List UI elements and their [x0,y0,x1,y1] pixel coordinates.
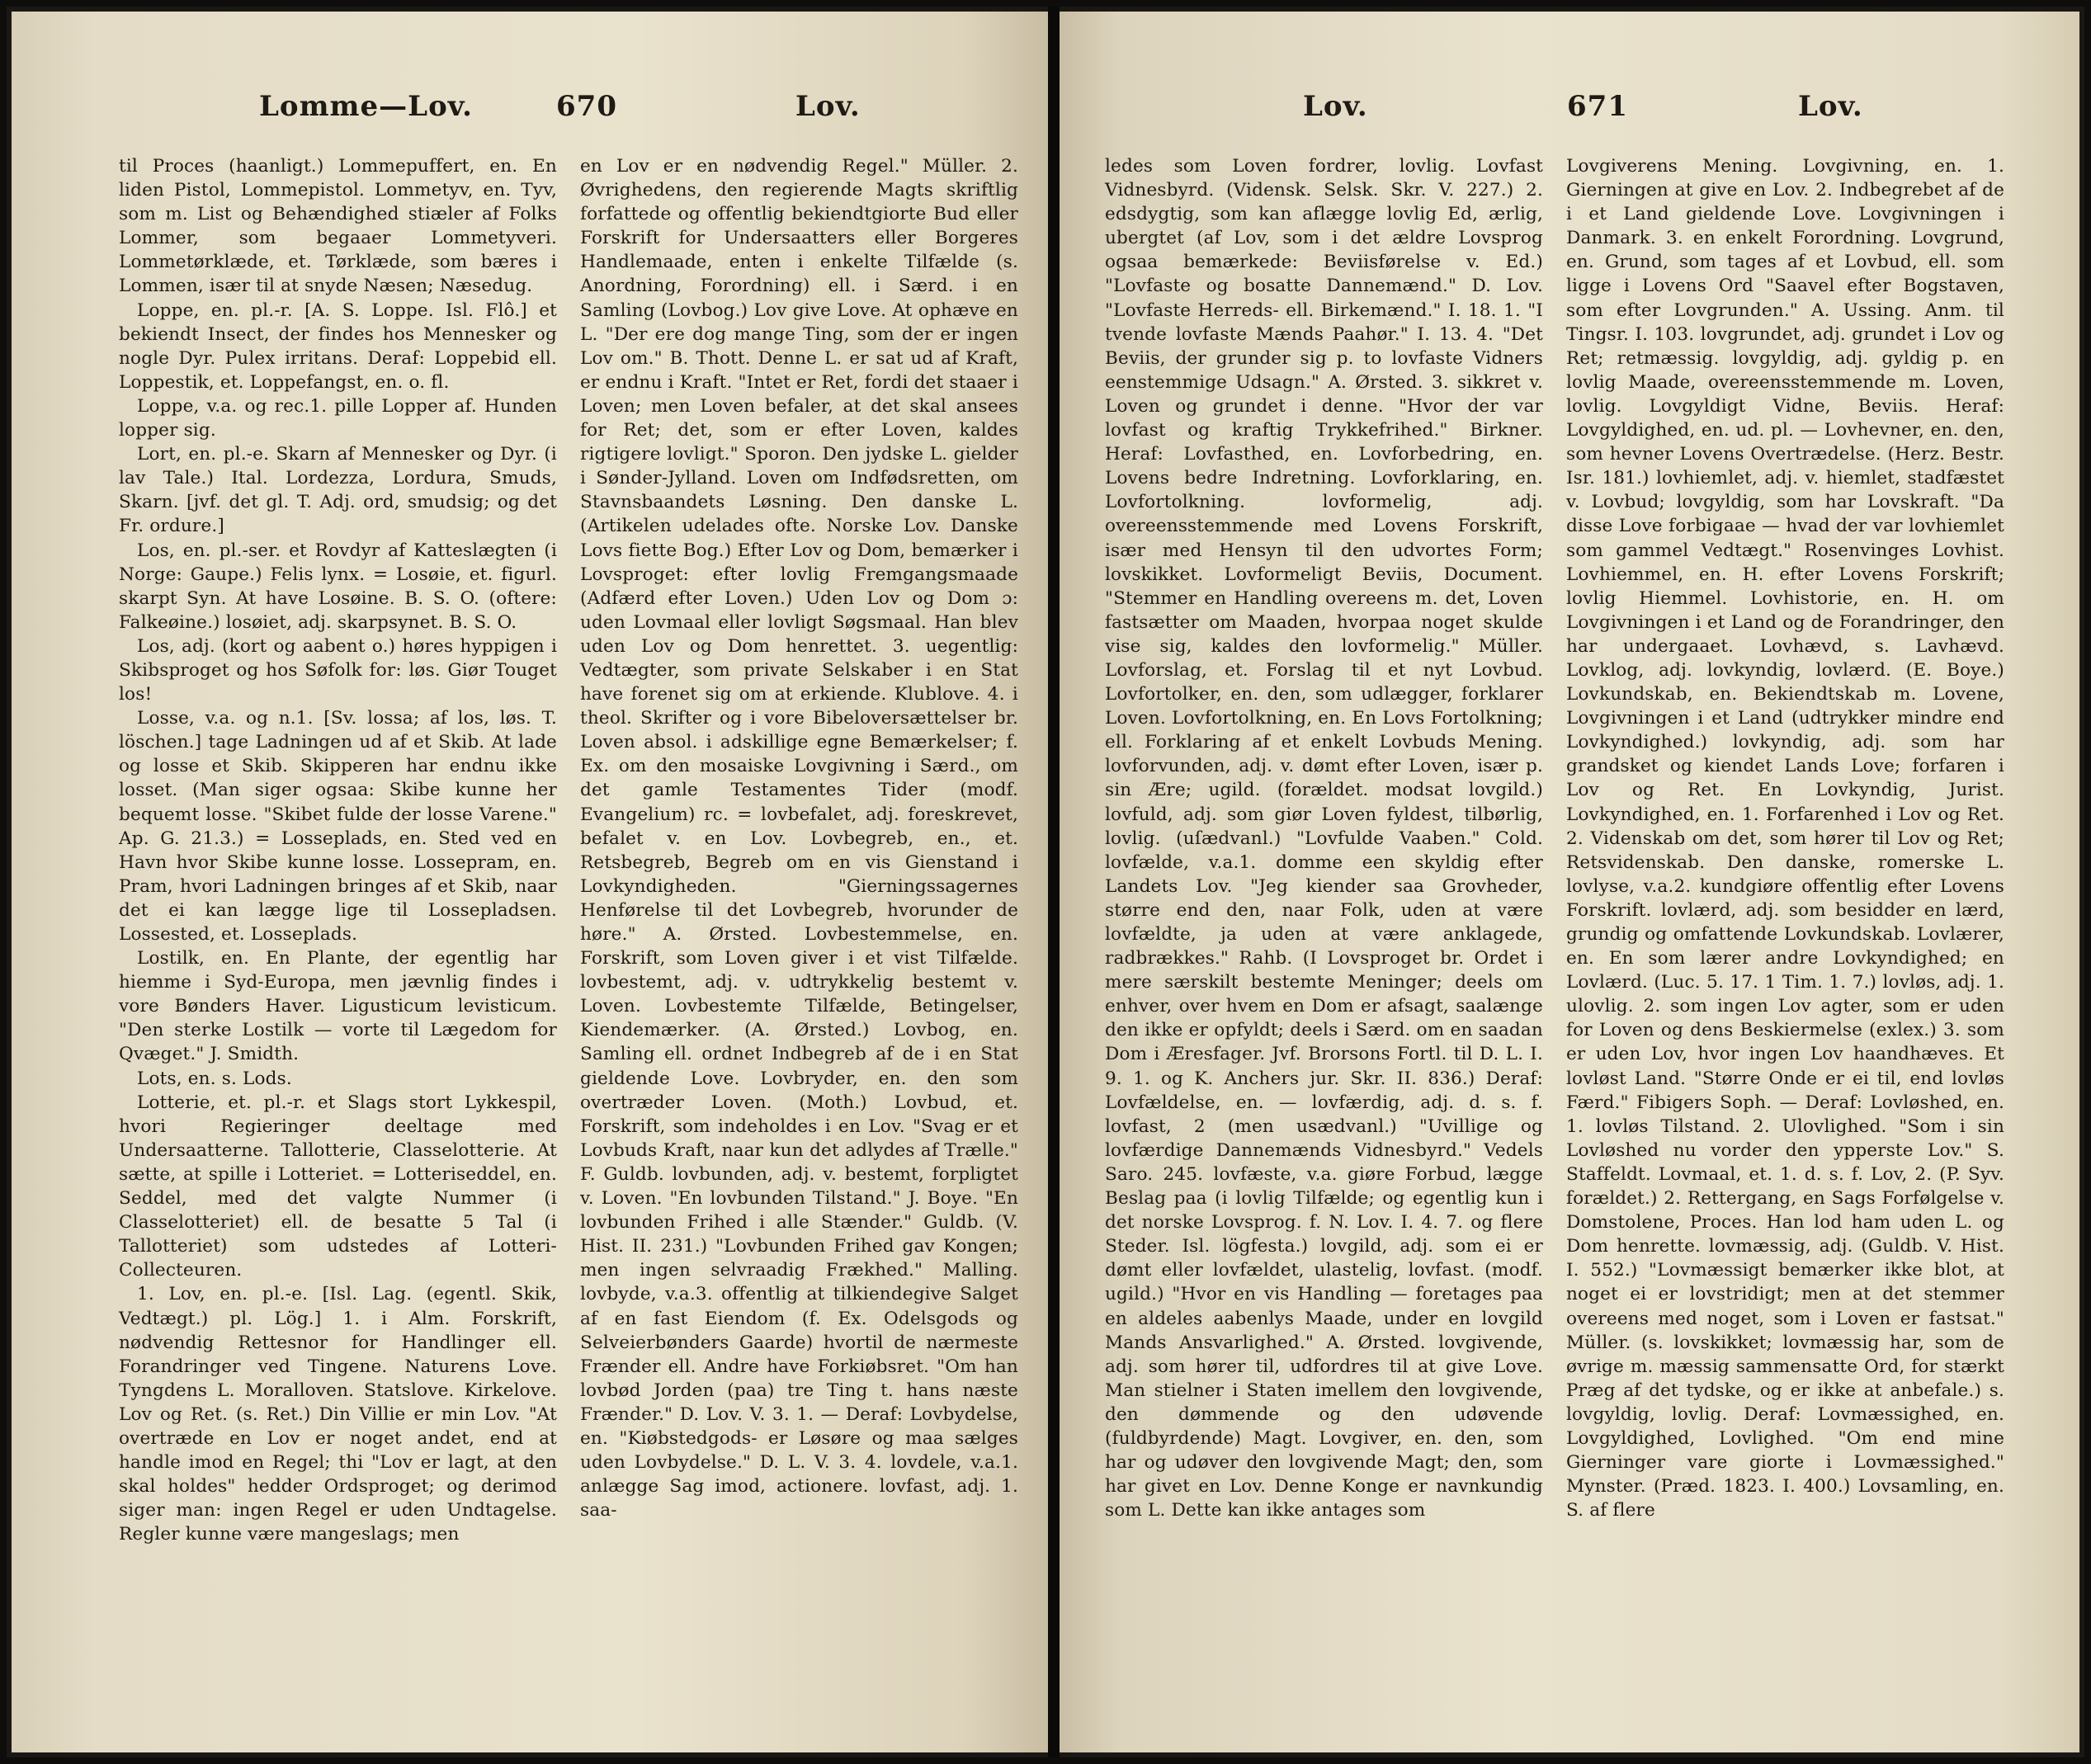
entry-lov-continued: en Lov er en nødvendig Regel." Müller. 2. Øvrighedens, den regierende Magts skriftlig forfattede og offentlig bekiendtgiorte Bud eller Forskrift for Undersaatters eller Borgeres Handlemaade, enten i enkelte Tilfælde (s. Anordning, Forordning) ell. i Særd. i en Samling (Lovbog.) Lov give Love. At ophæve en L. "Der ere dog mange Ting, som der er ingen Lov om." B. Thott. Denne L. er sat ud af Kraft, er endnu i Kraft. "Intet er Ret, fordi det staaer i Loven; men Loven befaler, at det skal ansees for Ret; det, som er efter Loven, kaldes rigtigere lovligt." Sporon. Den jydske L. gielder i Sønder-Jylland. Loven om Indfødsretten, om Stavnsbaandets Løsning. Den danske L. (Artikelen udelades ofte. Norske Lov. Danske Lovs fiette Bog.) Efter Lov og Dom, bemærker i Lovsproget: efter lovlig Fremgangsmaade (Adfærd efter Loven.) Uden Lov og Dom ɔ: uden Lovmaal eller lovligt Søgsmaal. Han blev uden Lov og Dom henrettet. 3. uegentlig: Vedtægter, som private Selskaber i en Stat have forenet sig om at erkiende. Klublove. 4. i theol. Skrifter og i vore Bibeloversættelser br. Loven absol. i adskillige egne Bemærkelser; f. Ex. om den mosaiske Lovgivning i Særd., om det gamle Testamentes Tider (modf. Evangelium) rc. = lovbefalet, adj. foreskrevet, befalet v. en Lov. Lovbegreb, en., et. Retsbegreb, Begreb om en vis Gienstand i Lovkyndigheden. "Gierningssagernes Henførelse til det Lovbegreb, hvorunder de høre." A. Ørsted. Lovbestemmelse, en. Forskrift, som Loven giver i et vist Tilfælde. lovbestemt, adj. v. udtrykkelig bestemt v. Loven. Lovbestemte Tilfælde, Betingelser, Kiendemærker. (A. Ørsted.) Lovbog, en. Samling ell. ordnet Indbegreb af de i en Stat gieldende Love. Lovbryder, en. den som overtræder Loven. (Moth.) Lovbud, et. Forskrift, som indeholdes i en Lov. "Svag er et Lovbuds Kraft, naar kun det adlydes af Trælle." F. Guldb. lovbunden, adj. v. bestemt, forpligtet v. Loven. "En lovbunden Tilstand." J. Boye. "En lovbunden Frihed i alle Stænder." Guldb. (V. Hist. II. 231.) "Lovbunden Frihed gav Kongen; men ingen selvraadig Frækhed." Malling. lovbyde, v.a.3. offentlig at tilkiendegive Salget af en fast Eiendom (f. Ex. Odelsgods og Selveierbønders Gaarde) hvortil de nærmeste Frænder ell. Andre have Forkiøbsret. "Om han lovbød Jorden (paa) tre Ting t. hans næste Frænder." D. Lov. V. 3. 1. — Deraf: Lovbydelse, en. "Kiøbstedgods- er Løsøre og maa sælges uden Lovbydelse." D. L. V. 3. 4. lovdele, v.a.1. anlægge Sag imod, actionere. lovfast, adj. 1. saa- [580,156,1018,1521]
entry-lov: 1. Lov, en. pl.-e. [Isl. Lag. (egentl. Skik, Vedtægt.) pl. Lög.] 1. i Alm. Forskrift, nødvendig Rettesnor for Handlinger ell. Forandringer ved Tingene. Naturens Love. Tyngdens L. Moralloven. Statslove. Kirkelove. Lov og Ret. (s. Ret.) Din Villie er min Lov. "At overtræde en Lov er noget andet, end at handle imod en Regel; thi "Lov er lagt, at den skal holdes" hedder Ordsproget; og derimod siger man: ingen Regel er uden Undtagelse. Regler kunne være mangeslags; men [119,1284,557,1545]
right-column-1 [1105,154,1543,1522]
entry-loppe-verb: Loppe, v.a. og rec.1. pille Lopper af. Hunden lopper sig. [119,395,557,441]
entry-los-adj: Los, adj. (kort og aabent o.) høres hyppigen i Skibsproget og hos Søfolk for: løs. Giør Touget los! [119,635,557,705]
left-guide-word-end: Lov. [795,90,861,123]
entry-lovfast-continued: ledes som Loven fordrer, lovlig. Lovfast Vidnesbyrd. (Vidensk. Selsk. Skr. V. 227.) 2. edsdygtig, som kan aflægge lovlig Ed, ærlig, ubergtet (af Lov, som i det ældre Lovsprog ogsaa bemærkede: Beviisførelse v. Ed.) "Lovfaste og bosatte Dannemænd." D. Lov. "Lovfaste Herreds- ell. Birkemænd." I. 18. 1. "I tvende lovfaste Mænds Paahør." I. 13. 4. "Det Beviis, der grunder sig p. to lovfaste Vidners eenstemmige Udsagn." A. Ørsted. 3. sikkret v. Loven og grundet i denne. "Hvor der var lovfast og kraftig Trykkefrihed." Birkner. Heraf: Lovfasthed, en. Lovforbedring, en. Lovens bedre Indretning. Lovforklaring, en. Lovfortolkning. lovformelig, adj. overeensstemmende med Lovens Forskrift, især med Hensyn til den udvortes Form; lovskikket. Lovformeligt Beviis, Document. "Stemmer en Handling overeens m. det, Loven fastsætter om Maaden, hvorpaa noget skulde vise sig, kaldes den lovformelig." Müller. Lovforslag, et. Forslag til et nyt Lovbud. Lovfortolker, en. den, som udlægger, forklarer Loven. Lovfortolkning, en. En Lovs Fortolkning; ell. Forklaring af et enkelt Lovbuds Mening. lovforvunden, adj. v. dømt efter Loven, især p. sin Ære; ugild. (forældet. modsat lovgild.) lovfuld, adj. som giør Loven fyldest, tilbørlig, lovlig. (uſædvanl.) "Lovfulde Vaaben." Cold. lovfælde, v.a.1. domme een skyldig efter Landets Lov. "Jeg kiender saa Grovheder, større end den, naar Folk, uden at være lovfældte, ja uden at være anklagede, radbrækkes." Rahb. (I Lovsproget br. Ordet i mere særskilt bestemte Meninger; deels om enhver, over hvem en Dom er afsagt, saalænge den ikke er opfyldt; deels i Særd. om en saadan Dom i Æresfager. Jvf. Brorsons Fortl. til D. L. I. 9. 1. og K. Anchers jur. Skr. II. 836.) Deraf: Lovfældelse, en. — lovfærdig, adj. d. s. f. lovfast, 2 (men usædvanl.) "Uvillige og lovfærdige Dannemænds Vidnesbyrd." Vedels Saro. 245. lovfæste, v.a. giøre Forbud, lægge Beslag paa (i lovlig Tilfælde; og egentlig kun i det norske Lovsprog. f. N. Lov. I. 4. 7. og flere Steder. Isl. lögfesta.) lovgild, adj. som ei er dømt eller lovfældet, ulastelig, lovfast. (modf. ugild.) "Hvor en vis Handling — foretages paa en aldeles aabenlys Maade, under en lovgild Mands Ansvarlighed." A. Ørsted. lovgivende, adj. som hører til, udfordres til at give Love. Man stielner i Staten imellem den lovgivende, den dømmende og den udøvende (fuldbyrdende) Magt. Lovgiver, en. den, som har og udøver den lovgivende Magt; den, som har givet en Lov. Denne Konge er navnkundig som L. Dette kan ikke antages som [1105,156,1543,1521]
right-guide-word: Lov. [1303,90,1368,123]
entry-lostilk: Lostilk, en. En Plante, der egentlig har hiemme i Syd-Europa, men jævnlig findes i vore Bønders Haver. Ligusticum levisticum. "Den sterke Lostilk — vorte til Lægedom for Qvæget." J. Smidth. [119,948,557,1065]
left-page-header [119,90,1018,139]
entry-lort: Lort, en. pl.-e. Skarn af Mennesker og Dyr. (i lav Tale.) Ital. Lordezza, Lordura, Smuds, Skarn. [jvf. det gl. T. Adj. ord, smudsig; og det Fr. ordure.] [119,444,557,537]
right-column-2 [1566,154,2004,1522]
entry-losse: Losse, v.a. og n.1. [Sv. lossa; af los, løs. T. löschen.] tage Ladningen ud af et Skib. At lade og losse et Skib. Skipperen har endnu ikke losset. (Man siger ogsaa: Skibe kunne her bequemt losse. "Skibet fulde der losse Varene." Ap. G. 21.3.) = Losseplads, en. Sted ved en Havn hvor Skibe kunne losse. Lossepram, en. Pram, hvori Ladningen bringes af et Skib, naar det ei kan lægge lige til Lossepladsen. Lossested, et. Losseplads. [119,708,557,945]
book-gutter [1048,7,1060,1757]
entry-lots: Lots, en. s. Lods. [137,1068,292,1089]
book-spread [7,7,2084,1757]
entry-loppe-noun: Loppe, en. pl.-r. [A. S. Loppe. Isl. Flô.] et bekiendt Insect, der findes hos Mennesker og nogle Dyr. Pulex irritans. Deraf: Loppebid ell. Loppestik, et. Loppefangst, en. o. fl. [119,300,557,393]
left-page-columns [119,154,1018,1546]
right-guide-word-end: Lov. [1798,90,1863,123]
right-page-columns [1105,154,2004,1522]
right-page-header [1105,90,2005,139]
right-page [1060,12,2079,1752]
left-guide-word: Lomme—Lov. [259,90,473,123]
entry-lovgiverens-continued: Lovgiverens Mening. Lovgivning, en. 1. Gierningen at give en Lov. 2. Indbegrebet af de i et Land gieldende Love. Lovgivningen i Danmark. 3. en enkelt Forordning. Lovgrund, en. Grund, som tages af et Lovbud, ell. som ligge i Lovens Ord "Saavel efter Bogstaven, som efter Lovgrunden." A. Ussing. Anm. til Tingsr. I. 103. lovgrundet, adj. grundet i Lov og Ret; retmæssig. lovgyldig, adj. gyldig p. en lovlig Maade, overeensstemmende m. Loven, lovlig. Lovgyldigt Vidne, Beviis. Heraf: Lovgyldighed, en. ud. pl. — Lovhevner, en. den, som hevner Lovens Overtrædelse. (Herz. Bestr. Isr. 181.) lovhiemlet, adj. v. hiemlet, stadfæstet v. Lovbud; lovgyldig, som har Lovskraft. "Da disse Love forbigaae — hvad der var lovhiemlet som gammel Vedtægt." Rosenvinges Lovhist. Lovhiemmel, en. H. efter Lovens Forskrift; lovlig Hiemmel. Lovhistorie, en. H. om Lovgivningen i et Land og de Forandringer, den har undergaaet. Lovhævd, s. Lavhævd. Lovklog, adj. lovkyndig, lovlærd. (E. Boye.) Lovkundskab, en. Bekiendtskab m. Lovene, Lovgivningen i et Land (udtrykker mindre end Lovkyndighed.) lovkyndig, adj. som har grandsket og kiendet Lands Love; forfaren i Lov og Ret. En Lovkyndig, Jurist. Lovkyndighed, en. 1. Forfarenhed i Lov og Ret. 2. Videnskab om det, som hører til Lov og Ret; Retsvidenskab. Den danske, romerske L. lovlyse, v.a.2. kundgiøre offentlig efter Lovens Forskrift. lovlærd, adj. som besidder en lærd, grundig og omfattende Lovkundskab. Lovlærer, en. En som lærer andre Lovkyndighed; en Lovlærd. (Luc. 5. 17. 1 Tim. 1. 7.) lovløs, adj. 1. ulovlig. 2. som ingen Lov agter, som er uden for Loven og dens Beskiermelse (exlex.) 3. som er uden Lov, hvor ingen Lov haandhæves. Et lovløst Land. "Større Onde er ei til, end lovløs Færd." Fibigers Soph. — Deraf: Lovløshed, en. 1. lovløs Tilstand. 2. Ulovlighed. "Som i sin Lovløshed nu vorder den ypperste Lov." S. Staffeldt. Lovmaal, et. 1. d. s. f. Lov, 2. (P. Syv. forældet.) 2. Rettergang, en Sags Forfølgelse v. Domstolene, Proces. Han lod ham uden L. og Dom henrette. lovmæssig, adj. (Guldb. V. Hist. I. 552.) "Lovmæssigt bemærker ikke blot, at noget ei er lovstridigt; men at det stemmer overeens med noget, som i Loven er fastsat." Müller. (s. lovskikket; lovmæssig har, som de øvrige m. mæssig sammensatte Ord, for stærkt Præg af det tydske, og er ikke at anbefale.) s. lovgyldig, lovlig. Deraf: Lovmæssighed, en. Lovgyldighed, Lovlighed. "Om end mine Gierninger vare giorte i Lovmæssighed." Mynster. (Præd. 1823. I. 400.) Lovsamling, en. S. af flere [1566,156,2004,1521]
entry-lotterie: Lotterie, et. pl.-r. et Slags stort Lykkespil, hvori Regieringer deeltage med Undersaatterne. Tallotterie, Classelotterie. At sætte, at spille i Lotteriet. = Lotteriseddel, en. Seddel, med det valgte Nummer (i Classelotteriet) ell. de besatte 5 Tal (i Tallotteriet) som udstedes af Lotteri-Collecteuren. [119,1092,557,1281]
left-column-1 [119,154,557,1546]
right-page-number: 671 [1567,90,1628,123]
left-page-number: 670 [556,90,617,123]
left-page [12,12,1048,1752]
left-column-2 [580,154,1018,1546]
entry-los-noun: Los, en. pl.-ser. et Rovdyr af Katteslægten (i Norge: Gaupe.) Felis lynx. = Losøie, et. figurl. skarpt Syn. At have Losøine. B. S. O. (oftere: Falkeøine.) losøiet, adj. skarpsynet. B. S. O. [119,540,557,633]
entry-lommepuffert: til Proces (haanligt.) Lommepuffert, en. En liden Pistol, Lommepistol. Lommetyv, en. Tyv, som m. List og Behændighed stiæler af Folks Lommer, som begaaer Lommetyveri. Lommetørklæde, et. Tørklæde, som bæres i Lommen, især til at snyde Næsen; Næsedug. [119,156,557,297]
